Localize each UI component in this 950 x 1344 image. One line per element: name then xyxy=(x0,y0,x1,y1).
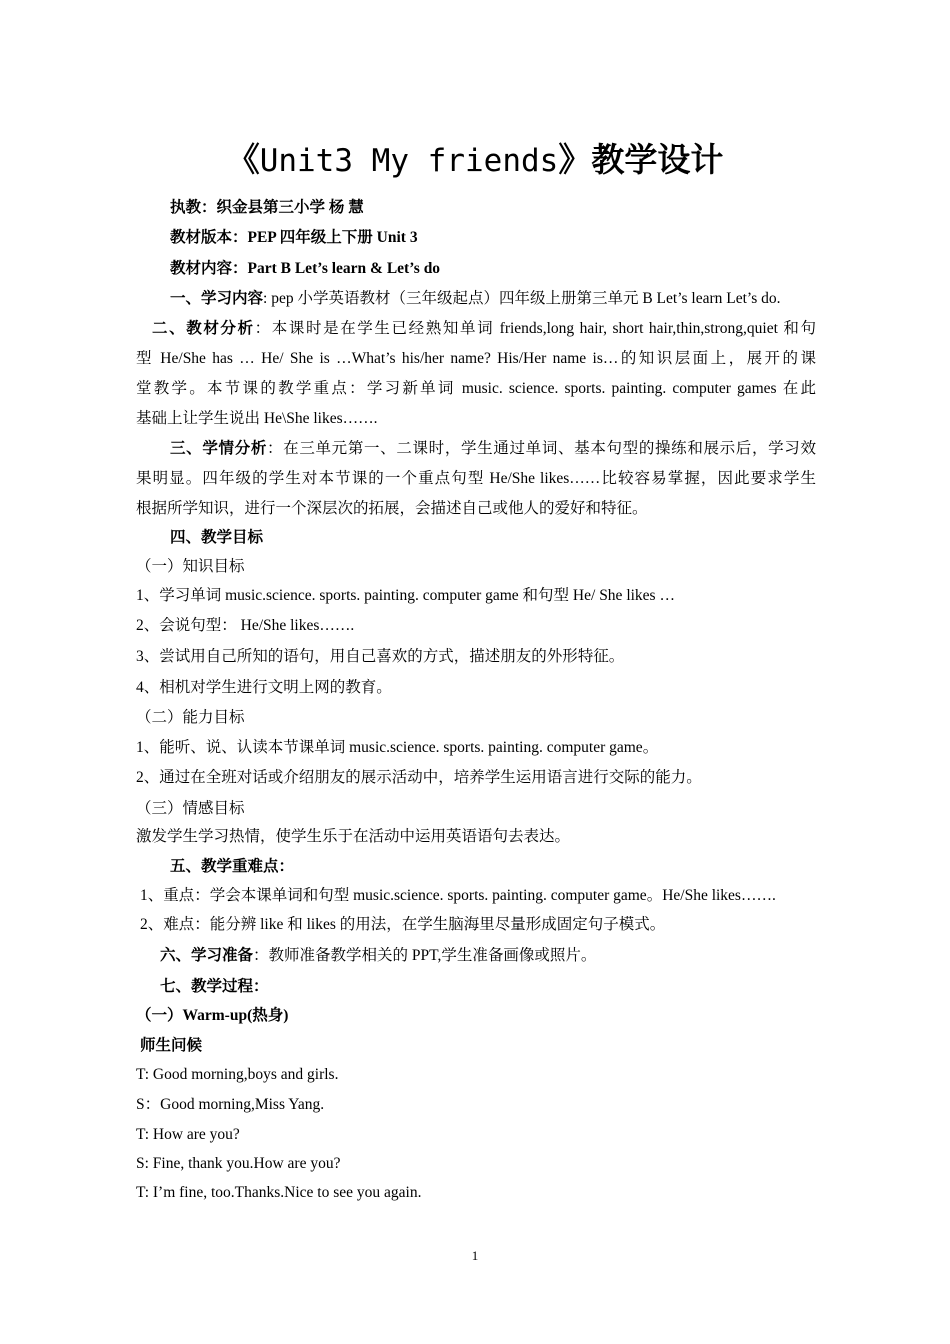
ability-item-2: 2、通过在全班对话或介绍朋友的展示活动中，培养学生运用语言进行交际的能力。 xyxy=(136,769,702,786)
dialogue-line-3: T: How are you? xyxy=(136,1126,240,1143)
section-3-line-1 xyxy=(170,438,816,460)
section-3-label: 三、学情分析 xyxy=(170,440,267,457)
page-number: 1 xyxy=(471,1248,479,1263)
title-open-bracket: 《 xyxy=(226,140,260,179)
meta-edition: 教材版本：PEP 四年级上下册 Unit 3 xyxy=(170,229,418,246)
dialogue-line-2: S：Good morning,Miss Yang. xyxy=(136,1096,325,1113)
section-2-line-2: 型 He/She has … He/ She is …What’s his/her name? His/Her name is…的知识层面上，展开的课 xyxy=(136,350,816,367)
knowledge-item-4: 4、相机对学生进行文明上网的教育。 xyxy=(136,679,392,696)
section-2-label: 二、教材分析 xyxy=(152,320,255,337)
emotion-item-1: 激发学生学习热情，使学生乐于在活动中运用英语语句去表达。 xyxy=(136,828,571,845)
dialogue-line-4: S: Fine, thank you.How are you? xyxy=(136,1155,341,1172)
section-6-text: ：教师准备教学相关的 PPT,学生准备画像或照片。 xyxy=(253,947,597,964)
dialogue-line-5: T: I’m fine, too.Thanks.Nice to see you again. xyxy=(136,1184,422,1201)
section-1 xyxy=(170,288,850,310)
section-6 xyxy=(160,945,840,967)
section-1-label: 一、学习内容 xyxy=(170,290,264,307)
section-6-label: 六、学习准备 xyxy=(160,947,254,964)
section-2-line-4: 基础上让学生说出 He\She likes……. xyxy=(136,410,378,427)
section-7-heading: 七、教学过程： xyxy=(160,978,269,995)
warm-up-heading: （一）Warm-up(热身) xyxy=(136,1007,289,1024)
greeting-heading: 师生问候 xyxy=(140,1037,203,1054)
key-point-2: 2、难点：能分辨 like 和 likes 的用法，在学生脑海里尽量形成固定句子模式。 xyxy=(140,916,666,933)
section-1-text: : pep 小学英语教材（三年级起点）四年级上册第三单元 B Let’s learn Let’s do. xyxy=(263,290,781,307)
key-point-1: 1、重点：学会本课单词和句型 music.science. sports. painting. computer game。He/She likes……. xyxy=(140,887,776,904)
knowledge-item-1: 1、学习单词 music.science. sports. painting. computer game 和句型 He/ She likes … xyxy=(136,587,675,604)
section-3-line-3: 根据所学知识，进行一个深层次的拓展，会描述自己或他人的爱好和特征。 xyxy=(136,500,648,517)
section-2-line-1 xyxy=(152,318,816,340)
section-3-text: ：在三单元第一、二课时，学生通过单词、基本句型的操练和展示后，学习效 xyxy=(267,440,816,457)
title-close-bracket: 》 xyxy=(558,140,592,179)
ability-item-1: 1、能听、说、认读本节课单词 music.science. sports. painting. computer game。 xyxy=(136,739,659,756)
emotion-heading: （三）情感目标 xyxy=(136,800,245,817)
meta-teacher: 执教：织金县第三小学 杨 慧 xyxy=(170,199,364,216)
section-5-heading: 五、教学重难点： xyxy=(170,858,295,875)
ability-heading: （二）能力目标 xyxy=(136,709,245,726)
section-2-line-3: 堂教学。本节课的教学重点：学习新单词 music. science. sports. painting. computer games 在此 xyxy=(136,380,816,397)
section-4-heading: 四、教学目标 xyxy=(170,529,264,546)
knowledge-item-2: 2、会说句型： He/She likes……. xyxy=(136,617,355,634)
section-2-text: ：本课时是在学生已经熟知单词 friends,long hair, short hair,thin,strong,quiet 和句 xyxy=(254,320,816,337)
knowledge-item-3: 3、尝试用自己所知的语句，用自己喜欢的方式，描述朋友的外形特征。 xyxy=(136,648,625,665)
document-title xyxy=(0,138,950,183)
knowledge-heading: （一）知识目标 xyxy=(136,558,245,575)
section-3-line-2: 果明显。四年级的学生对本节课的一个重点句型 He/She likes……比较容易掌握，因此要求学生 xyxy=(136,470,816,487)
meta-content: 教材内容：Part B Let’s learn & Let’s do xyxy=(170,260,441,277)
title-chinese: 教学设计 xyxy=(591,140,724,179)
dialogue-line-1: T: Good morning,boys and girls. xyxy=(136,1066,339,1083)
title-english: Unit3 My friends xyxy=(259,143,559,179)
